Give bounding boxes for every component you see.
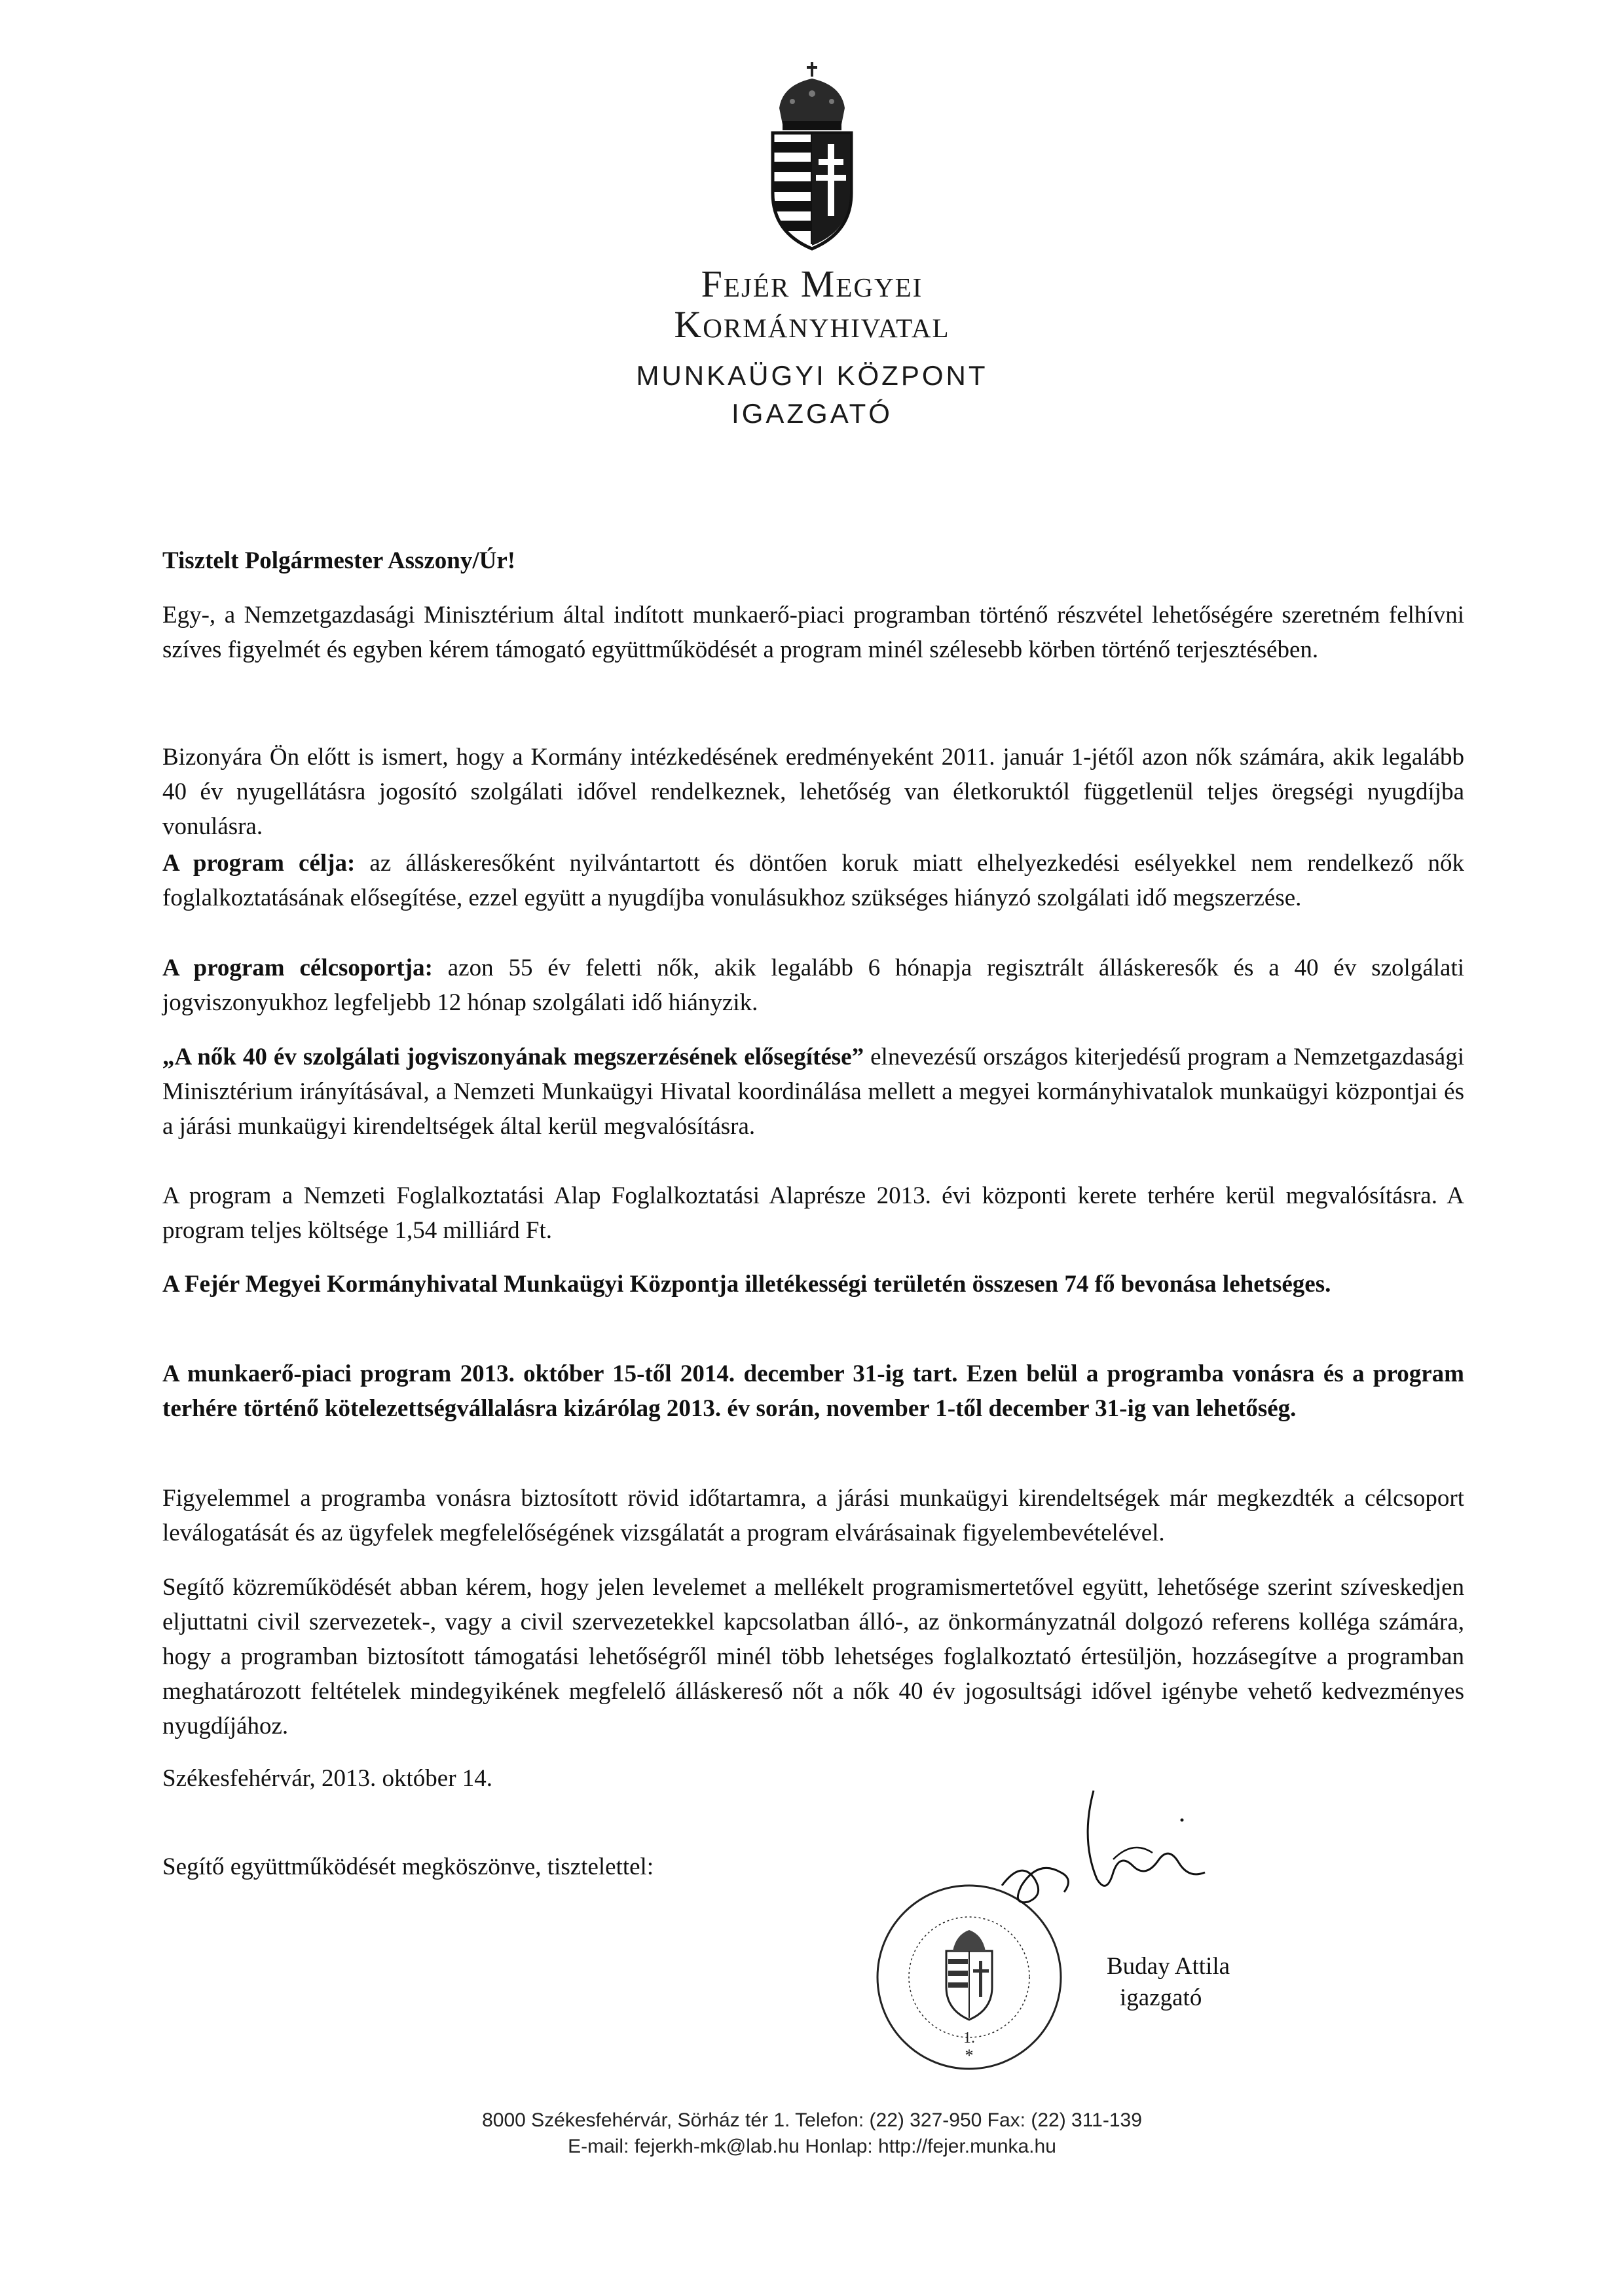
- signer-block: [1107, 1951, 1230, 2014]
- footer-address: 8000 Székesfehérvár, Sörház tér 1. Telefon: (22) 327-950 Fax: (22) 311-139: [482, 2109, 1142, 2131]
- program-goal-text: az álláskeresőként nyilvántartott és döntően koruk miatt elhelyezkedési esélyekkel nem rendelkező nők foglalkoztatásának elősegítése, ezzel együtt a nyugdíjba vonulásukhoz szükséges hiányzó szolgálati idő megszerzése.: [162, 850, 1464, 911]
- paragraph-background: Bizonyára Ön előtt is ismert, hogy a Kormány intézkedésének eredményeként 2011. január 1-jétől azon nők számára, akik legalább 40 év nyugellátásra jogosító szolgálati idővel rendelkeznek, lehetőség van életkoruktól függetlenül teljes öregségi nyugdíjba vonulásra.: [162, 744, 1464, 840]
- paragraph-funding: A program a Nemzeti Foglalkoztatási Alap Foglalkoztatási Alaprésze 2013. évi központi kerete terhére kerül megvalósításra. A program teljes költsége 1,54 milliárd Ft.: [162, 1182, 1464, 1244]
- paragraph-program-name: [162, 1040, 1464, 1144]
- program-name-text: elnevezésű országos kiterjedésű program a Nemzetgazdasági Minisztérium irányításával, a Nemzeti Munkaügyi Hivatal koordinálása mellett a megyei kormányhivatalok munkaügyi központjai és a járási munkaügyi kirendeltségek által kerül megvalósításra.: [162, 1044, 1465, 1140]
- org-name-line1: Fejér Megyei: [701, 263, 923, 305]
- org-office: IGAZGATÓ: [731, 398, 893, 429]
- letter-date: Székesfehérvár, 2013. október 14.: [162, 1765, 493, 1792]
- org-name-line2: Kormányhivatal: [674, 303, 950, 346]
- hungarian-coat-of-arms-icon: [753, 62, 871, 252]
- signer-role: igazgató: [1120, 1984, 1202, 2011]
- paragraph-intro: Egy-, a Nemzetgazdasági Minisztérium által indított munkaerő-piaci programban történő részvétel lehetőségére szeretném felhívni szíves figyelmét és egyben kérem támogató együttműködését a program minél szélesebb körben történő terjesztésében.: [162, 602, 1464, 663]
- target-group-label: A program célcsoportja:: [162, 955, 433, 981]
- org-department: MUNKAÜGYI KÖZPONT: [636, 360, 988, 391]
- signer-name: Buday Attila: [1107, 1953, 1230, 1980]
- svg-text:1.: 1.: [963, 2030, 975, 2047]
- paragraph-target-group: [162, 951, 1464, 1020]
- paragraph-program-goal: [162, 846, 1464, 915]
- paragraph-selection: Figyelemmel a programba vonásra biztosított rövid időtartamra, a járási munkaügyi kirendeltségek már megkezdték a célcsoport leválogatását és az ügyfelek megfelelőségének vizsgálatát a program elvárásainak figyelembevételével.: [162, 1485, 1464, 1546]
- svg-text:*: *: [965, 2046, 974, 2065]
- program-name-label: „A nők 40 év szolgálati jogviszonyának megszerzésének elősegítése”: [162, 1044, 864, 1070]
- letter-closing: Segítő együttműködését megköszönve, tisztelettel:: [162, 1853, 654, 1880]
- paragraph-timeline: A munkaerő-piaci program 2013. október 15-től 2014. december 31-ig tart. Ezen belül a programba vonásra és a program terhére történő kötelezettségvállalásra kizárólag 2013. év során, november 1-től december 31-ig van lehetőség.: [162, 1360, 1464, 1422]
- target-group-text: azon 55 év feletti nők, akik legalább 6 hónapja regisztrált álláskeresők és a 40 év szolgálati jogviszonyukhoz legfeljebb 12 hónap szolgálati idő hiányzik.: [162, 955, 1464, 1016]
- handwritten-signature-icon: [982, 1781, 1218, 1925]
- footer-contact: E-mail: fejerkh-mk@lab.hu Honlap: http://fejer.munka.hu: [568, 2136, 1056, 2157]
- paragraph-request: Segítő közreműködését abban kérem, hogy jelen levelemet a mellékelt programismertetővel együtt, lehetősége szerint szíveskedjen eljuttatni civil szervezetek-, vagy a civil szervezetekkel kapcsolatban álló-, az önkormányzatnál dolgozó referens kolléga számára, hogy a programban biztosított támogatási lehetőségről minél több lehetséges foglalkoztató értesüljön, hozzásegítve a programban meghatározott feltételek mindegyikének megfelelő álláskereső nőt a nők 40 év jogosultsági idővel igénybe vehető kedvezményes nyugdíjához.: [162, 1574, 1464, 1740]
- paragraph-capacity: A Fejér Megyei Kormányhivatal Munkaügyi Központja illetékességi területén összesen 74 fő bevonása lehetséges.: [162, 1271, 1331, 1298]
- salutation: Tisztelt Polgármester Asszony/Úr!: [162, 547, 516, 574]
- program-goal-label: A program célja:: [162, 850, 356, 877]
